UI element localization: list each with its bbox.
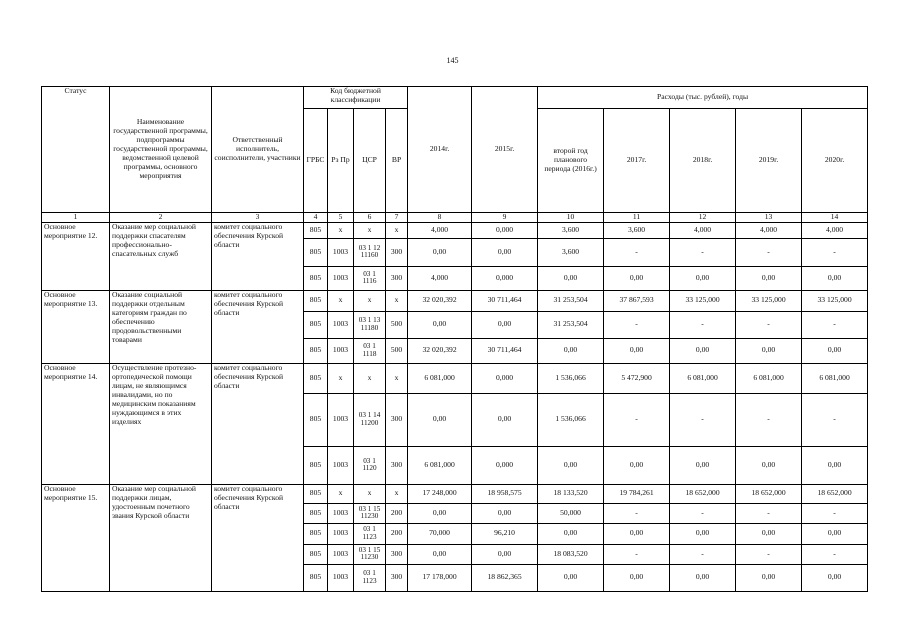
y2020-cell: -	[802, 544, 868, 564]
y2017-cell: 19 784,261	[604, 484, 670, 503]
y2020-cell: -	[802, 503, 868, 523]
column-number: 7	[386, 213, 408, 223]
csr-cell: 03 1 1116	[354, 266, 386, 290]
y2019-cell: 33 125,000	[736, 290, 802, 311]
rzpr-cell: 1003	[328, 393, 354, 446]
rzpr-cell: x	[328, 484, 354, 503]
y2015-cell: 18 862,365	[472, 564, 538, 591]
y2017-cell: 5 472,900	[604, 363, 670, 393]
y2015-cell: 18 958,575	[472, 484, 538, 503]
rzpr-cell: 1003	[328, 523, 354, 544]
grbs-cell: 805	[304, 484, 328, 503]
header-executor: Ответственный исполнитель, соисполнители, участники	[212, 87, 304, 213]
y2014-cell: 0,00	[408, 311, 472, 338]
y2018-cell: 6 081,000	[670, 363, 736, 393]
y2016-cell: 0,00	[538, 446, 604, 484]
y2015-cell: 0,000	[472, 266, 538, 290]
y2019-cell: -	[736, 311, 802, 338]
y2020-cell: 18 652,000	[802, 484, 868, 503]
grbs-cell: 805	[304, 338, 328, 363]
executor-cell: комитет социального обеспечения Курской области	[212, 290, 304, 363]
y2014-cell: 0,00	[408, 503, 472, 523]
y2018-cell: -	[670, 238, 736, 266]
rzpr-cell: x	[328, 222, 354, 238]
y2015-cell: 0,00	[472, 544, 538, 564]
y2017-cell: 0,00	[604, 523, 670, 544]
y2015-cell: 0,000	[472, 222, 538, 238]
column-number-row	[42, 213, 868, 223]
y2019-cell: -	[736, 544, 802, 564]
y2014-cell: 6 081,000	[408, 363, 472, 393]
name-cell: Оказание социальной поддержки отдельным категориям граждан по обеспечению продовольственными товарами	[110, 290, 212, 363]
rzpr-cell: 1003	[328, 544, 354, 564]
y2015-cell: 0,00	[472, 238, 538, 266]
y2019-cell: 4,000	[736, 222, 802, 238]
y2014-cell: 32 020,392	[408, 338, 472, 363]
vr-cell: 500	[386, 338, 408, 363]
y2016-cell: 50,000	[538, 503, 604, 523]
rzpr-cell: 1003	[328, 338, 354, 363]
grbs-cell: 805	[304, 222, 328, 238]
y2019-cell: 0,00	[736, 523, 802, 544]
y2018-cell: 33 125,000	[670, 290, 736, 311]
grbs-cell: 805	[304, 311, 328, 338]
column-number: 2	[110, 213, 212, 223]
rzpr-cell: x	[328, 290, 354, 311]
y2015-cell: 0,000	[472, 363, 538, 393]
y2017-cell: 0,00	[604, 564, 670, 591]
header-name: Наименование государственной программы, подпрограммы государственной программы, ведомственной целевой программы, основного мероприятия	[110, 87, 212, 213]
y2014-cell: 0,00	[408, 238, 472, 266]
header-y2017: 2017г.	[604, 109, 670, 213]
y2018-cell: 0,00	[670, 523, 736, 544]
rzpr-cell: 1003	[328, 503, 354, 523]
header-budget-code: Код бюджетной классификации	[304, 87, 408, 109]
y2019-cell: -	[736, 393, 802, 446]
y2020-cell: 0,00	[802, 266, 868, 290]
vr-cell: 300	[386, 393, 408, 446]
y2017-cell: 3,600	[604, 222, 670, 238]
y2014-cell: 0,00	[408, 393, 472, 446]
y2018-cell: -	[670, 544, 736, 564]
y2020-cell: 0,00	[802, 446, 868, 484]
status-cell: Основное мероприятие 15.	[42, 484, 110, 591]
y2020-cell: -	[802, 311, 868, 338]
y2020-cell: 0,00	[802, 564, 868, 591]
y2015-cell: 0,00	[472, 311, 538, 338]
y2016-cell: 18 083,520	[538, 544, 604, 564]
y2019-cell: -	[736, 503, 802, 523]
y2018-cell: 18 652,000	[670, 484, 736, 503]
y2015-cell: 0,000	[472, 446, 538, 484]
csr-cell: x	[354, 290, 386, 311]
csr-cell: 03 1 15 11230	[354, 544, 386, 564]
y2019-cell: -	[736, 238, 802, 266]
y2018-cell: -	[670, 503, 736, 523]
header-csr: ЦСР	[354, 109, 386, 213]
rzpr-cell: 1003	[328, 564, 354, 591]
y2018-cell: -	[670, 311, 736, 338]
vr-cell: x	[386, 484, 408, 503]
table-header	[42, 87, 868, 223]
rzpr-cell: 1003	[328, 446, 354, 484]
y2014-cell: 6 081,000	[408, 446, 472, 484]
csr-cell: 03 1 1120	[354, 446, 386, 484]
vr-cell: 300	[386, 564, 408, 591]
y2017-cell: -	[604, 311, 670, 338]
y2016-cell: 31 253,504	[538, 290, 604, 311]
vr-cell: 300	[386, 544, 408, 564]
y2017-cell: -	[604, 503, 670, 523]
y2019-cell: 0,00	[736, 266, 802, 290]
grbs-cell: 805	[304, 290, 328, 311]
column-number: 6	[354, 213, 386, 223]
grbs-cell: 805	[304, 523, 328, 544]
csr-cell: 03 1 14 11200	[354, 393, 386, 446]
grbs-cell: 805	[304, 238, 328, 266]
grbs-cell: 805	[304, 503, 328, 523]
y2017-cell: 0,00	[604, 446, 670, 484]
executor-cell: комитет социального обеспечения Курской области	[212, 222, 304, 290]
header-expenses: Расходы (тыс. рублей), годы	[538, 87, 868, 109]
rzpr-cell: x	[328, 363, 354, 393]
y2015-cell: 0,00	[472, 393, 538, 446]
column-number: 14	[802, 213, 868, 223]
header-rzpr: Рз Пр	[328, 109, 354, 213]
y2014-cell: 32 020,392	[408, 290, 472, 311]
csr-cell: 03 1 1118	[354, 338, 386, 363]
y2020-cell: 4,000	[802, 222, 868, 238]
y2014-cell: 0,00	[408, 544, 472, 564]
vr-cell: x	[386, 290, 408, 311]
table-row	[42, 484, 868, 503]
csr-cell: 03 1 1123	[354, 564, 386, 591]
name-cell: Оказание мер социальной поддержки спасателям профессионально-спасательных служб	[110, 222, 212, 290]
table-row	[42, 363, 868, 393]
y2016-cell: 0,00	[538, 266, 604, 290]
y2017-cell: 0,00	[604, 338, 670, 363]
y2018-cell: -	[670, 393, 736, 446]
column-number: 1	[42, 213, 110, 223]
column-number: 11	[604, 213, 670, 223]
status-cell: Основное мероприятие 13.	[42, 290, 110, 363]
grbs-cell: 805	[304, 544, 328, 564]
y2019-cell: 0,00	[736, 338, 802, 363]
csr-cell: 03 1 13 11180	[354, 311, 386, 338]
csr-cell: 03 1 1123	[354, 523, 386, 544]
table-row	[42, 290, 868, 311]
column-number: 4	[304, 213, 328, 223]
y2016-cell: 1 536,066	[538, 393, 604, 446]
grbs-cell: 805	[304, 363, 328, 393]
y2018-cell: 0,00	[670, 446, 736, 484]
y2020-cell: -	[802, 238, 868, 266]
vr-cell: 300	[386, 446, 408, 484]
vr-cell: 200	[386, 503, 408, 523]
status-cell: Основное мероприятие 12.	[42, 222, 110, 290]
table-body	[42, 222, 868, 591]
column-number: 5	[328, 213, 354, 223]
grbs-cell: 805	[304, 393, 328, 446]
column-number: 12	[670, 213, 736, 223]
y2019-cell: 18 652,000	[736, 484, 802, 503]
name-cell: Оказание мер социальной поддержки лицам, удостоенным почетного звания Курской области	[110, 484, 212, 591]
rzpr-cell: 1003	[328, 311, 354, 338]
csr-cell: x	[354, 222, 386, 238]
header-y2018: 2018г.	[670, 109, 736, 213]
y2020-cell: 0,00	[802, 523, 868, 544]
y2020-cell: 0,00	[802, 338, 868, 363]
y2016-cell: 0,00	[538, 338, 604, 363]
y2016-cell: 3,600	[538, 222, 604, 238]
y2020-cell: -	[802, 393, 868, 446]
csr-cell: 03 1 12 11160	[354, 238, 386, 266]
y2017-cell: -	[604, 544, 670, 564]
y2019-cell: 6 081,000	[736, 363, 802, 393]
y2016-cell: 3,600	[538, 238, 604, 266]
vr-cell: 300	[386, 266, 408, 290]
vr-cell: 300	[386, 238, 408, 266]
y2016-cell: 18 133,520	[538, 484, 604, 503]
y2018-cell: 0,00	[670, 266, 736, 290]
y2019-cell: 0,00	[736, 564, 802, 591]
rzpr-cell: 1003	[328, 266, 354, 290]
y2015-cell: 96,210	[472, 523, 538, 544]
header-y2019: 2019г.	[736, 109, 802, 213]
y2017-cell: -	[604, 393, 670, 446]
csr-cell: x	[354, 484, 386, 503]
column-number: 13	[736, 213, 802, 223]
y2018-cell: 4,000	[670, 222, 736, 238]
header-y2020: 2020г.	[802, 109, 868, 213]
y2020-cell: 6 081,000	[802, 363, 868, 393]
header-vr: ВР	[386, 109, 408, 213]
y2016-cell: 0,00	[538, 523, 604, 544]
y2015-cell: 0,00	[472, 503, 538, 523]
y2014-cell: 4,000	[408, 266, 472, 290]
csr-cell: 03 1 15 11230	[354, 503, 386, 523]
y2016-cell: 1 536,066	[538, 363, 604, 393]
column-number: 10	[538, 213, 604, 223]
y2015-cell: 30 711,464	[472, 290, 538, 311]
table-row	[42, 222, 868, 238]
y2017-cell: 0,00	[604, 266, 670, 290]
header-y2014: 2014г.	[408, 87, 472, 213]
vr-cell: x	[386, 222, 408, 238]
column-number: 9	[472, 213, 538, 223]
y2018-cell: 0,00	[670, 338, 736, 363]
header-y2015: 2015г.	[472, 87, 538, 213]
name-cell: Осуществление протезно-ортопедической помощи лицам, не являющимся инвалидами, но по медицинским показаниям нуждающимся в этих изделиях	[110, 363, 212, 484]
y2016-cell: 0,00	[538, 564, 604, 591]
y2018-cell: 0,00	[670, 564, 736, 591]
vr-cell: x	[386, 363, 408, 393]
y2014-cell: 70,000	[408, 523, 472, 544]
grbs-cell: 805	[304, 266, 328, 290]
header-status: Статус	[42, 87, 110, 213]
rzpr-cell: 1003	[328, 238, 354, 266]
header-grbs: ГРБС	[304, 109, 328, 213]
grbs-cell: 805	[304, 564, 328, 591]
csr-cell: x	[354, 363, 386, 393]
y2017-cell: -	[604, 238, 670, 266]
vr-cell: 500	[386, 311, 408, 338]
executor-cell: комитет социального обеспечения Курской области	[212, 484, 304, 591]
status-cell: Основное мероприятие 14.	[42, 363, 110, 484]
column-number: 8	[408, 213, 472, 223]
executor-cell: комитет социального обеспечения Курской области	[212, 363, 304, 484]
page-number: 145	[446, 56, 459, 65]
y2015-cell: 30 711,464	[472, 338, 538, 363]
budget-table	[41, 86, 868, 592]
y2016-cell: 31 253,504	[538, 311, 604, 338]
vr-cell: 200	[386, 523, 408, 544]
y2014-cell: 17 178,000	[408, 564, 472, 591]
grbs-cell: 805	[304, 446, 328, 484]
y2019-cell: 0,00	[736, 446, 802, 484]
header-y2016: второй год планового периода (2016г.)	[538, 109, 604, 213]
y2014-cell: 17 248,000	[408, 484, 472, 503]
y2020-cell: 33 125,000	[802, 290, 868, 311]
y2017-cell: 37 867,593	[604, 290, 670, 311]
y2014-cell: 4,000	[408, 222, 472, 238]
column-number: 3	[212, 213, 304, 223]
